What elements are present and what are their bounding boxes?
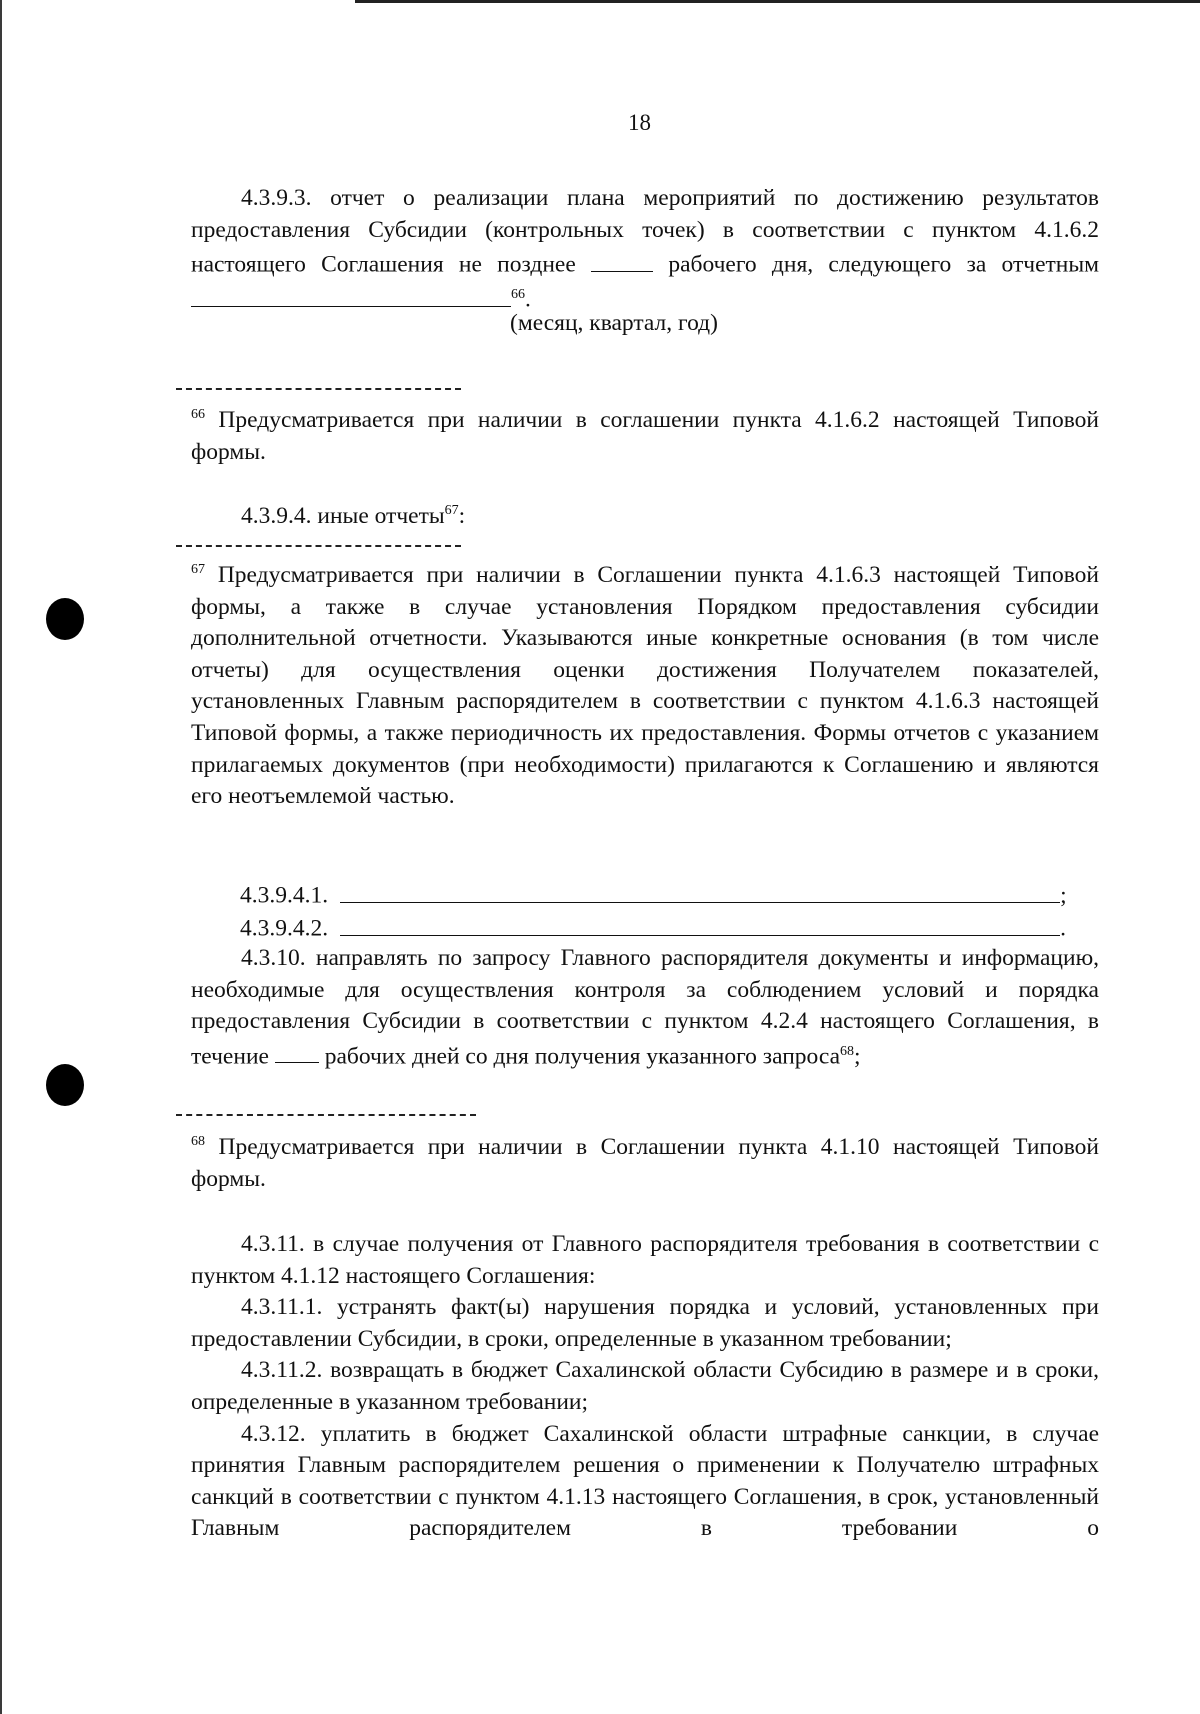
- footnote-separator: [176, 1114, 476, 1116]
- footnote-68-text: Предусматривается при наличии в Соглашении пункта 4.1.10 настоящей Типовой формы.: [191, 1134, 1100, 1192]
- footnote-ref-68: 68: [840, 1043, 855, 1059]
- blank-working-day: [591, 246, 653, 272]
- p-4-3-10-end: ;: [854, 1043, 861, 1070]
- paragraph-4-3-11-2: 4.3.11.2. возвращать в бюджет Сахалинской области Субсидию в размере и в сроки, определенные в указанном требовании;: [191, 1357, 1099, 1415]
- page-number: 18: [628, 110, 651, 135]
- p-4-3-10-text-before: 4.3.10. направлять по запросу Главного распорядителя документы и информацию, необходимые для осуществления контроля за соблюдением условий и порядка предоставления Субсидии в соответствии с пунктом 4.2.4 настоящего Соглашения, в течение: [191, 945, 1099, 1070]
- scan-top-edge: [355, 0, 1200, 3]
- paragraph-4-3-10: [191, 943, 1099, 1073]
- footnote-ref-66: 66: [511, 287, 525, 303]
- item-4-3-9-4-1: [240, 877, 1100, 912]
- blank-other-report-1: [340, 877, 1060, 903]
- p-4-3-9-3-text-middle: рабочего дня, следующего за отчетным: [668, 251, 1100, 278]
- paragraph-4-3-11: 4.3.11. в случае получения от Главного распорядителя требования в соответствии с пунктом 4.1.12 настоящего Соглашения:: [191, 1231, 1099, 1289]
- item-4-3-9-4-1-end: ;: [1060, 882, 1067, 909]
- blank-period: [191, 281, 511, 307]
- scan-left-edge: [0, 0, 2, 1714]
- item-4-3-9-4-2-end: .: [1060, 915, 1066, 942]
- item-4-3-9-4-2: [240, 910, 1100, 945]
- paragraph-4-3-9-4: [191, 501, 1099, 533]
- footnote-67-number: 67: [191, 562, 205, 578]
- p-4-3-9-3-text-before: 4.3.9.3. отчет о реализации плана мероприятий по достижению результатов предоставления Субсидии (контрольных точек) в соответствии с пунктом 4.1.6.2 настоящего Соглашения не позднее: [191, 185, 1099, 278]
- paragraph-4-3-11-1: 4.3.11.1. устранять факт(ы) нарушения порядка и условий, установленных при предоставлении Субсидии, в сроки, определенные в указанном требовании;: [191, 1294, 1099, 1352]
- footnote-separator: [176, 545, 461, 547]
- footnote-67-text: Предусматривается при наличии в Соглашении пункта 4.1.6.3 настоящей Типовой формы, а также в случае установления Порядком предоставления субсидии дополнительной отчетности. Указываются иные конкретные основания (в том числе отчеты) для осуществления оценки достижения Получателем показателей, установленных Главным распорядителем в соответствии с пунктом 4.1.6.3 настоящей Типовой формы, а также периодичность их предоставления. Формы отчетов с указанием прилагаемых документов (при необходимости) прилагаются к Соглашению и являются его неотъемлемой частью.: [191, 562, 1099, 810]
- blank-other-report-2: [340, 910, 1060, 936]
- footnote-ref-67: 67: [444, 503, 459, 519]
- footnote-separator: [176, 388, 461, 390]
- caption-period: (месяц, квартал, год): [510, 310, 718, 336]
- footnote-68: [191, 1132, 1099, 1195]
- footnote-68-number: 68: [191, 1134, 205, 1150]
- p-4-3-9-4-end: :: [458, 503, 466, 529]
- footnote-66-text: Предусматривается при наличии в соглашении пункта 4.1.6.2 настоящей Типовой формы.: [191, 407, 1100, 465]
- p-4-3-10-text-after: рабочих дней со дня получения указанного запроса: [324, 1043, 841, 1070]
- p-4-3-9-4-text: 4.3.9.4. иные отчеты: [241, 503, 445, 529]
- punch-hole-upper: [46, 598, 84, 640]
- item-4-3-9-4-2-label: 4.3.9.4.2.: [240, 915, 329, 942]
- footnote-66-number: 66: [191, 407, 205, 423]
- paragraph-4-3-9-3: [191, 183, 1099, 317]
- blank-working-days: [275, 1038, 319, 1064]
- footnote-67: [191, 560, 1099, 813]
- punch-hole-lower: [46, 1064, 84, 1106]
- footnote-66: [191, 405, 1099, 468]
- paragraph-4-3-12: 4.3.12. уплатить в бюджет Сахалинской области штрафные санкции, в случае принятия Главным распорядителем решения о применении к Получателю штрафных санкций в соответствии с пунктом 4.1.13 настоящего Соглашения, в срок, установленный Главным распорядителем в требовании о: [191, 1420, 1099, 1542]
- paragraphs-4-3-11-to-4-3-12: [191, 1229, 1099, 1545]
- item-4-3-9-4-1-label: 4.3.9.4.1.: [240, 882, 329, 909]
- p-4-3-9-3-end: .: [525, 287, 531, 314]
